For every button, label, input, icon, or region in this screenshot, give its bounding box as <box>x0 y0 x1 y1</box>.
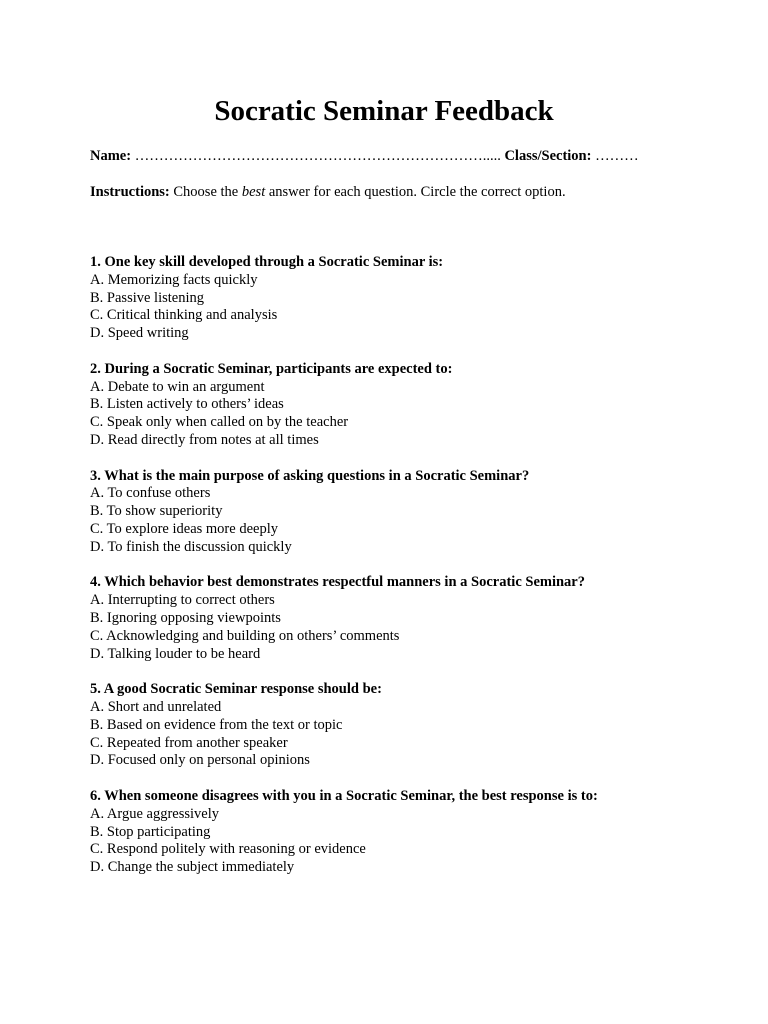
option-b: B. Ignoring opposing viewpoints <box>90 609 281 626</box>
name-class-line <box>90 146 639 166</box>
question-text: 5. A good Socratic Seminar response should be: <box>90 681 382 698</box>
option-b: B. Stop participating <box>90 823 211 840</box>
question-4 <box>90 574 690 663</box>
question-5 <box>90 681 690 770</box>
class-section-blank: ……… <box>595 148 639 164</box>
option-c: C. Acknowledging and building on others’ comments <box>90 627 400 644</box>
option-a: A. To confuse others <box>90 485 211 502</box>
question-1 <box>90 254 690 343</box>
question-3 <box>90 468 690 557</box>
option-a: A. Argue aggressively <box>90 805 219 822</box>
option-b: B. Passive listening <box>90 289 204 306</box>
option-d: D. Talking louder to be heard <box>90 645 261 662</box>
question-2 <box>90 361 690 450</box>
question-6 <box>90 788 690 877</box>
question-text: 1. One key skill developed through a Socratic Seminar is: <box>90 254 444 270</box>
option-d: D. Focused only on personal opinions <box>90 752 310 769</box>
instructions-text-post: answer for each question. Circle the correct option. <box>268 184 566 200</box>
option-d: D. Change the subject immediately <box>90 859 295 876</box>
question-text: 4. Which behavior best demonstrates respectful manners in a Socratic Seminar? <box>90 574 585 591</box>
option-d: D. Read directly from notes at all times <box>90 431 319 448</box>
option-c: C. To explore ideas more deeply <box>90 520 278 537</box>
question-list <box>90 254 690 895</box>
name-label: Name: <box>90 148 132 164</box>
option-b: B. Listen actively to others’ ideas <box>90 396 284 413</box>
option-d: D. To finish the discussion quickly <box>90 538 292 555</box>
instructions-text-pre: Choose the <box>173 184 239 200</box>
question-text: 3. What is the main purpose of asking questions in a Socratic Seminar? <box>90 467 530 484</box>
option-a: A. Interrupting to correct others <box>90 592 275 609</box>
option-a: A. Debate to win an argument <box>90 378 265 395</box>
instructions <box>90 182 566 202</box>
option-c: C. Respond politely with reasoning or evidence <box>90 841 366 858</box>
option-a: A. Short and unrelated <box>90 698 222 715</box>
option-c: C. Repeated from another speaker <box>90 734 288 751</box>
class-section-label: Class/Section: <box>504 148 592 164</box>
instructions-emphasis: best <box>241 184 266 200</box>
option-b: B. To show superiority <box>90 503 223 520</box>
name-blank: ………………………………………………………………..... <box>134 148 501 164</box>
option-b: B. Based on evidence from the text or topic <box>90 716 343 733</box>
option-a: A. Memorizing facts quickly <box>90 271 258 288</box>
question-text: 2. During a Socratic Seminar, participants are expected to: <box>90 360 453 377</box>
option-d: D. Speed writing <box>90 325 189 342</box>
option-c: C. Speak only when called on by the teacher <box>90 414 349 431</box>
instructions-label: Instructions: <box>90 184 170 200</box>
option-c: C. Critical thinking and analysis <box>90 307 278 324</box>
page-title: Socratic Seminar Feedback <box>214 95 554 127</box>
question-text: 6. When someone disagrees with you in a Socratic Seminar, the best response is to: <box>90 787 598 804</box>
